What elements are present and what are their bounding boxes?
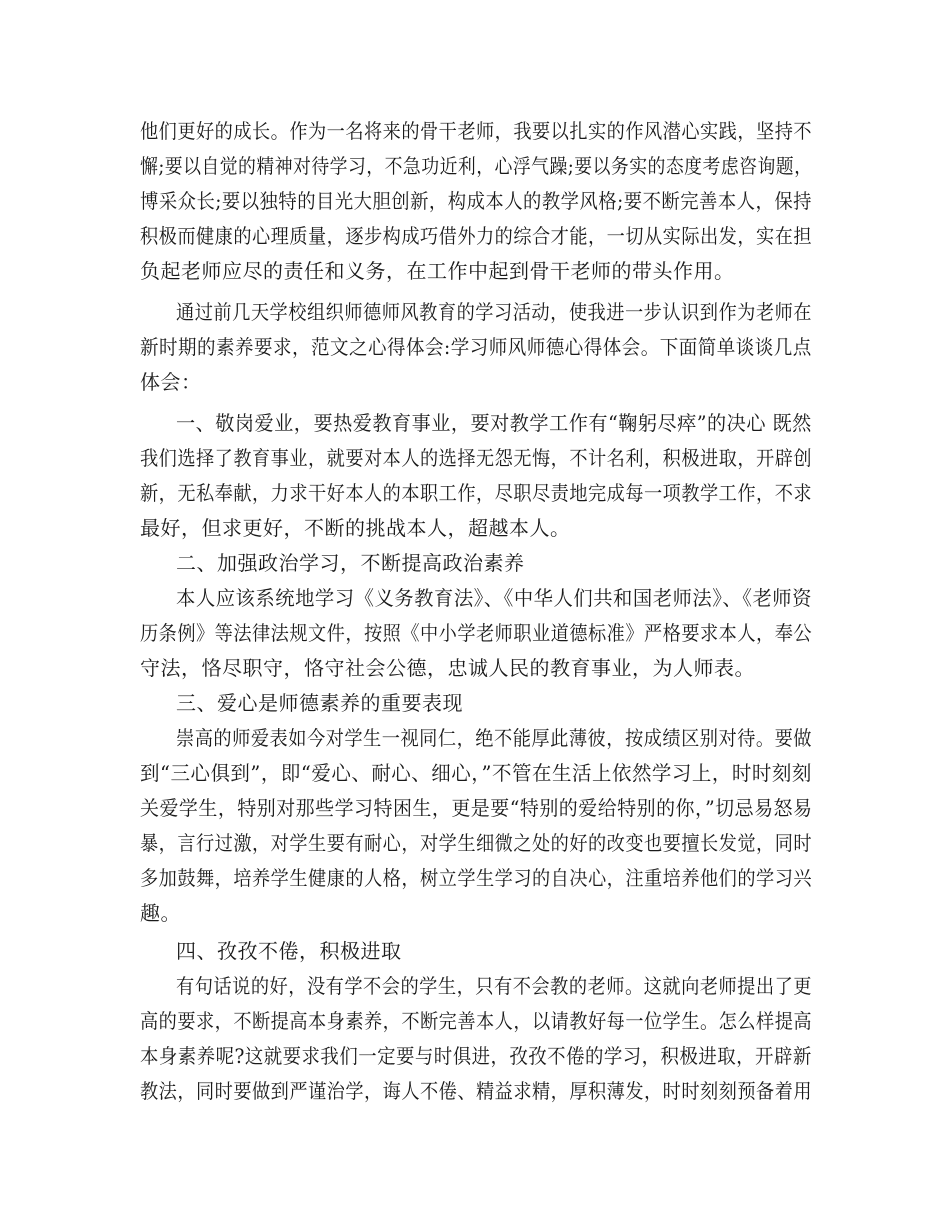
text-line: 他们更好的成长。作为一名将来的骨干老师，我要以扎实的作风潜心实践，坚持不 [140,119,813,143]
text-line: 多加鼓舞，培养学生健康的人格，树立学生学习的自决心，注重培养他们的学习兴 [140,866,813,890]
section-heading-3: 三、爱心是师德素养的重要表现 [176,691,463,715]
text-line: 本身素养呢?这就要求我们一定要与时俱进，孜孜不倦的学习，积极进取，开辟新 [140,1044,812,1068]
paragraph-first-line: 有句话说的好，没有学不会的学生，只有不会教的老师。这就向老师提出了更 [176,974,813,998]
text-line: 新，无私奉献，力求干好本人的本职工作，尽职尽责地完成每一项教学工作，不求 [140,481,813,505]
text-line: 历条例》等法律法规文件，按照《中小学老师职业道德标准》严格要求本人，奉公 [140,621,813,645]
section-heading-4: 四、孜孜不倦，积极进取 [176,939,402,963]
paragraph-first-line: 崇高的师爱表如今对学生一视同仁，绝不能厚此薄彼，按成绩区别对待。要做 [176,726,813,750]
text-line: 博采众长;要以独特的目光大胆创新，构成本人的教学风格;要不断完善本人，保持 [140,189,812,213]
text-line: 负起老师应尽的责任和义务，在工作中起到骨干老师的带头作用。 [140,259,735,283]
section-heading-1: 一、敬岗爱业，要热爱教育事业，要对教学工作有“鞠躬尽瘁”的决心 既然 [176,411,812,435]
text-line: 关爱学生，特别对那些学习特困生，更是要“特别的爱给特别的你，”切忌易怒易 [140,796,813,820]
paragraph-first-line: 本人应该系统地学习《义务教育法》、《中华人们共和国老师法》、《老师资 [176,586,812,610]
section-heading-2: 二、加强政治学习，不断提高政治素养 [176,551,525,575]
text-line: 教法，同时要做到严谨治学，诲人不倦、精益求精，厚积薄发，时时刻刻预备着用 [140,1079,813,1103]
text-line: 积极而健康的心理质量，逐步构成巧借外力的综合才能，一切从实际出发，实在担 [140,224,813,248]
text-line: 体会： [140,370,202,394]
text-line: 高的要求，不断提高本身素养，不断完善本人，以请教好每一位学生。怎么样提高 [140,1009,813,1033]
text-line: 我们选择了教育事业，就要对本人的选择无怨无悔，不计名利，积极进取，开辟创 [140,446,813,470]
text-line: 守法，恪尽职守，恪守社会公德，忠诚人民的教育事业，为人师表。 [140,656,755,680]
text-line: 趣。 [140,901,181,925]
text-line: 到“三心俱到”，即“爱心、耐心、细心，”不管在生活上依然学习上，时时刻刻 [140,761,812,785]
text-line: 懈;要以自觉的精神对待学习，不急功近利，心浮气躁;要以务实的态度考虑咨询题， [140,154,813,178]
text-line: 最好，但求更好，不断的挑战本人，超越本人。 [140,516,571,540]
text-line: 新时期的素养要求，范文之心得体会:学习师风师德心得体会。下面简单谈谈几点 [140,335,812,359]
paragraph-first-line: 通过前几天学校组织师德师风教育的学习活动，使我进一步认识到作为老师在 [176,300,813,324]
text-line: 暴，言行过激，对学生要有耐心，对学生细微之处的好的改变也要擅长发觉，同时 [140,831,813,855]
